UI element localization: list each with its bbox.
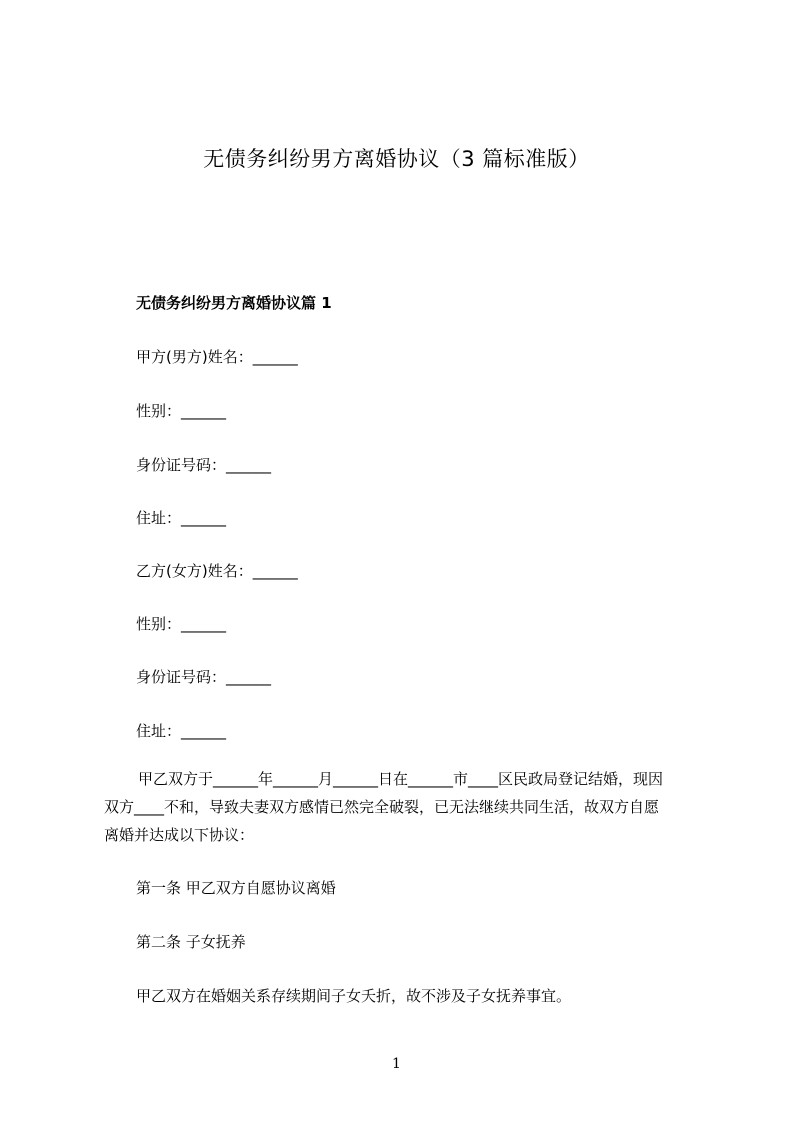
article-1-heading: 第一条 甲乙双方自愿协议离婚 xyxy=(136,879,336,897)
intro-paragraph xyxy=(104,765,704,849)
article-2-heading: 第二条 子女抚养 xyxy=(136,933,246,951)
intro-line-3: 离婚并达成以下协议： xyxy=(104,826,255,844)
page-number: 1 xyxy=(392,1056,401,1072)
section-heading: 无债务纠纷男方离婚协议篇 1 xyxy=(136,294,332,312)
party-b-gender-field: 性别：______ xyxy=(136,615,227,633)
party-b-id-field: 身份证号码：______ xyxy=(136,668,272,686)
article-2-body: 甲乙双方在婚姻关系存续期间子女夭折，故不涉及子女抚养事宜。 xyxy=(136,987,572,1005)
party-b-name-field: 乙方(女方)姓名：______ xyxy=(136,562,298,580)
party-a-id-field: 身份证号码：______ xyxy=(136,456,272,474)
intro-line-2: 双方____不和，导致夫妻双方感情已然完全破裂，已无法继续共同生活，故双方自愿 xyxy=(104,798,660,816)
party-b-address-field: 住址：______ xyxy=(136,722,227,740)
party-a-name-field: 甲方(男方)姓名：______ xyxy=(136,348,298,366)
intro-line-1: 甲乙双方于______年______月______日在______市____区民政局登记结婚，现因 xyxy=(138,770,664,788)
party-a-gender-field: 性别：______ xyxy=(136,402,227,420)
document-title: 无债务纠纷男方离婚协议（3 篇标准版） xyxy=(203,147,590,171)
party-a-address-field: 住址：______ xyxy=(136,509,227,527)
